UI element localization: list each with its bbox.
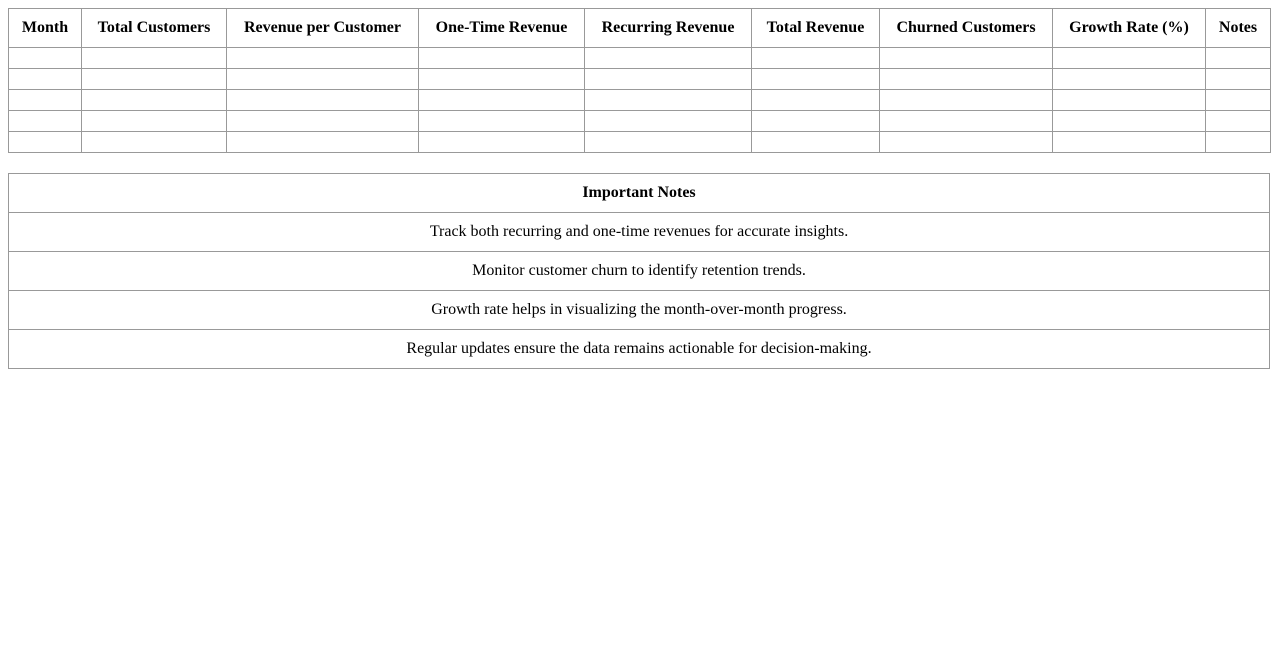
note-row	[9, 330, 1270, 369]
notes-title: Important Notes	[9, 174, 1270, 213]
table-cell[interactable]	[1206, 132, 1271, 153]
table-cell[interactable]	[227, 132, 419, 153]
table-cell[interactable]	[752, 111, 880, 132]
table-cell[interactable]	[9, 90, 82, 111]
table-cell[interactable]	[752, 132, 880, 153]
table-cell[interactable]	[880, 132, 1053, 153]
note-row	[9, 291, 1270, 330]
table-cell[interactable]	[82, 48, 227, 69]
table-cell[interactable]	[880, 90, 1053, 111]
metrics-header-row	[9, 9, 1271, 48]
table-cell[interactable]	[9, 48, 82, 69]
table-cell[interactable]	[419, 111, 585, 132]
table-cell[interactable]	[1206, 48, 1271, 69]
note-row	[9, 213, 1270, 252]
table-cell[interactable]	[1206, 90, 1271, 111]
header-one-time-revenue: One-Time Revenue	[419, 9, 585, 48]
table-cell[interactable]	[752, 48, 880, 69]
table-cell[interactable]	[1206, 69, 1271, 90]
table-row	[9, 48, 1271, 69]
table-cell[interactable]	[9, 69, 82, 90]
table-cell[interactable]	[1053, 90, 1206, 111]
header-notes: Notes	[1206, 9, 1271, 48]
table-cell[interactable]	[82, 111, 227, 132]
header-month: Month	[9, 9, 82, 48]
table-cell[interactable]	[752, 90, 880, 111]
table-cell[interactable]	[82, 69, 227, 90]
note-item: Regular updates ensure the data remains actionable for decision-making.	[9, 330, 1270, 369]
table-cell[interactable]	[585, 132, 752, 153]
table-row	[9, 132, 1271, 153]
table-cell[interactable]	[227, 90, 419, 111]
header-recurring-revenue: Recurring Revenue	[585, 9, 752, 48]
table-cell[interactable]	[227, 48, 419, 69]
note-item: Track both recurring and one-time revenues for accurate insights.	[9, 213, 1270, 252]
table-cell[interactable]	[82, 132, 227, 153]
table-row	[9, 69, 1271, 90]
notes-header-row	[9, 174, 1270, 213]
header-total-customers: Total Customers	[82, 9, 227, 48]
header-revenue-per-customer: Revenue per Customer	[227, 9, 419, 48]
table-cell[interactable]	[1053, 48, 1206, 69]
table-cell[interactable]	[419, 69, 585, 90]
header-growth-rate: Growth Rate (%)	[1053, 9, 1206, 48]
table-cell[interactable]	[227, 69, 419, 90]
table-cell[interactable]	[585, 69, 752, 90]
table-cell[interactable]	[1206, 111, 1271, 132]
table-cell[interactable]	[9, 111, 82, 132]
table-cell[interactable]	[1053, 111, 1206, 132]
table-cell[interactable]	[227, 111, 419, 132]
table-row	[9, 111, 1271, 132]
metrics-table	[8, 8, 1271, 153]
table-row	[9, 90, 1271, 111]
table-cell[interactable]	[1053, 132, 1206, 153]
table-cell[interactable]	[585, 90, 752, 111]
important-notes-table	[8, 173, 1270, 369]
table-cell[interactable]	[585, 111, 752, 132]
table-cell[interactable]	[419, 132, 585, 153]
table-cell[interactable]	[880, 48, 1053, 69]
table-cell[interactable]	[419, 90, 585, 111]
table-cell[interactable]	[880, 69, 1053, 90]
table-cell[interactable]	[880, 111, 1053, 132]
note-item: Growth rate helps in visualizing the month-over-month progress.	[9, 291, 1270, 330]
note-row	[9, 252, 1270, 291]
note-item: Monitor customer churn to identify retention trends.	[9, 252, 1270, 291]
table-cell[interactable]	[752, 69, 880, 90]
table-cell[interactable]	[82, 90, 227, 111]
table-cell[interactable]	[1053, 69, 1206, 90]
table-cell[interactable]	[9, 132, 82, 153]
table-cell[interactable]	[419, 48, 585, 69]
table-cell[interactable]	[585, 48, 752, 69]
header-total-revenue: Total Revenue	[752, 9, 880, 48]
header-churned-customers: Churned Customers	[880, 9, 1053, 48]
page-content	[8, 8, 1270, 369]
